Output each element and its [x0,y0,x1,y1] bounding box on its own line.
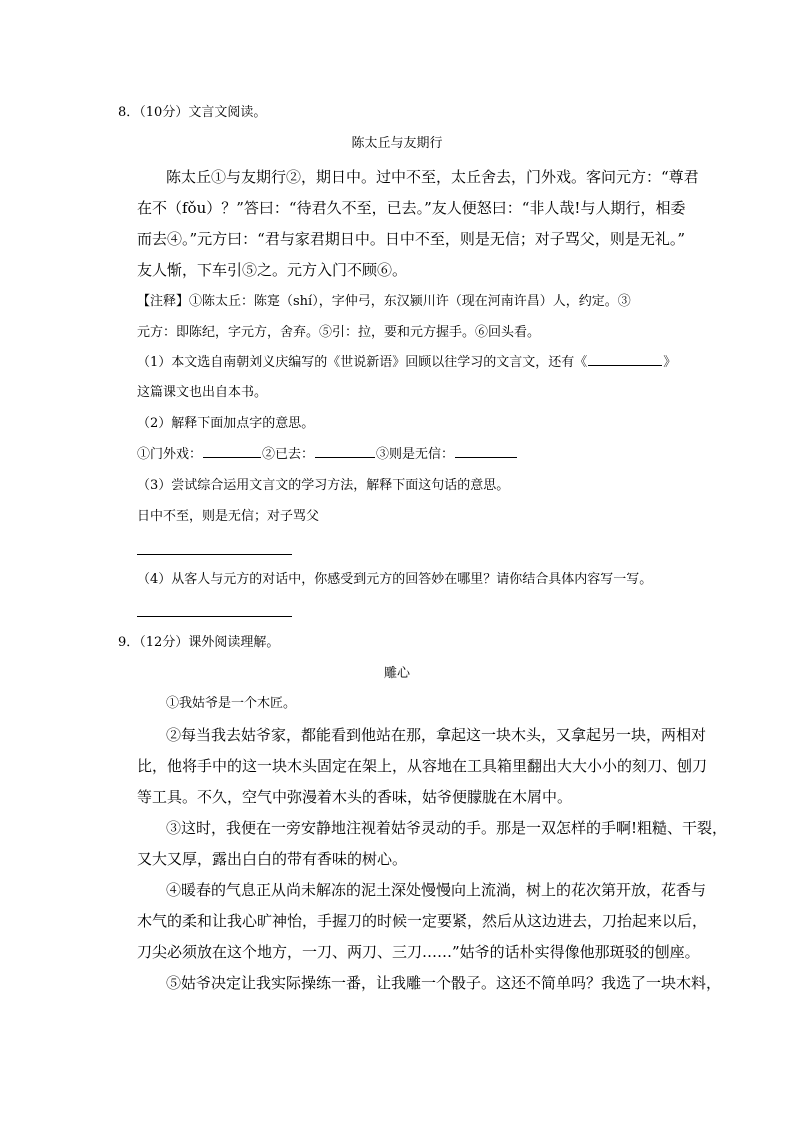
q8-sub2-blank-2[interactable] [315,456,375,458]
q8-sub2-item-3: ③则是无信： [376,447,455,462]
q9-paragraph-line-10: ⑤姑爷决定让我实际操练一番，让我雕一个骰子。这还不简单吗？我选了一块木料， [166,974,722,992]
q8-passage-line-4: 友人惭，下车引⑤之。元方入门不顾⑥。 [137,261,408,279]
q8-sub3-text: （3）尝试综合运用文言文的学习方法，解释下面这句话的意思。 [137,478,510,493]
q9-heading: 9．（12分）课外阅读理解。 [118,635,280,650]
q9-title: 雕心 [383,666,410,681]
q8-sub2-items [137,448,518,461]
q8-sub2-item-1: ①门外戏： [137,447,203,462]
q8-sub4-text: （4）从客人与元方的对话中，你感受到元方的回答妙在哪里？请你结合具体内容写一写。 [137,572,653,587]
q8-passage-line-3: 而去④。”元方曰：“君与家君期日中。日中不至，则是无信；对子骂父，则是无礼。” [137,230,686,248]
q8-sub2-item-2: ②已去： [262,447,315,462]
q8-passage-line-1: 陈太丘①与友期行②，期日中。过中不至，太丘舍去，门外戏。客问元方：“尊君 [166,168,699,186]
q9-paragraph-line-5: ③这时，我便在一旁安静地注视着姑爷灵动的手。那是一双怎样的手啊!粗糙、干裂， [166,819,728,837]
q8-sub2-text: （2）解释下面加点字的意思。 [137,416,315,431]
q8-sub2-blank-3[interactable] [455,456,517,458]
q8-sub1-text: （1）本文选自南朝刘义庆编写的《世说新语》回顾以往学习的文言文，还有《 [137,355,588,370]
q9-paragraph-line-2: ②每当我去姑爷家，都能看到他站在那，拿起这一块木头，又拿起另一块，两相对 [166,726,707,744]
q8-sub3-answer-line[interactable] [137,554,292,555]
q9-paragraph-line-6: 又大又厚，露出白白的带有香味的树心。 [137,850,408,868]
q8-sub1-answer-blank[interactable] [588,364,662,366]
q9-paragraph-line-7: ④暖春的气息正从尚未解冻的泥土深处慢慢向上流淌，树上的花次第开放，花香与 [166,881,707,899]
q9-paragraph-line-3: 比，他将手中的这一块木头固定在架上，从容地在工具箱里翻出大大小小的刻刀、刨刀 [137,757,708,775]
q8-passage-line-2: 在不（fǒu）？”答曰：“待君久不至，已去。”友人便怒曰：“非人哉!与人期行，相委 [137,199,686,217]
q8-sub3-sentence: 日中不至，则是无信；对子骂父 [137,509,320,524]
q8-sub1-end: 》 [663,355,677,370]
q8-title: 陈太丘与友期行 [351,136,443,151]
q9-paragraph-line-8: 木气的柔和让我心旷神怡，手握刀的时候一定要紧，然后从这边进去，刀抬起来以后， [137,912,708,930]
q9-paragraph-line-1: ①我姑爷是一个木匠。 [166,696,297,711]
q8-sub1-line-2: 这篇课文也出自本书。 [137,385,268,400]
q8-sub4-answer-line[interactable] [137,616,292,617]
q8-sub2-blank-1[interactable] [203,456,261,458]
q8-heading: 8．（10分）文言文阅读。 [118,105,267,120]
q9-paragraph-line-4: 等工具。不久，空气中弥漫着木头的香味，姑爷便朦胧在木屑中。 [137,788,573,806]
q8-note-line-1: 【注释】①陈太丘：陈寔（shí），字仲弓，东汉颍川许（现在河南许昌）人，约定。③ [137,294,631,309]
q8-sub1-line-1 [137,356,676,369]
q8-note-line-2: 元方：即陈纪，字元方，舍弃。⑤引：拉，要和元方握手。⑥回头看。 [137,325,541,340]
q9-paragraph-line-9: 刀尖必须放在这个地方，一刀、两刀、三刀……”姑爷的话朴实得像他那斑驳的刨座。 [137,943,700,961]
